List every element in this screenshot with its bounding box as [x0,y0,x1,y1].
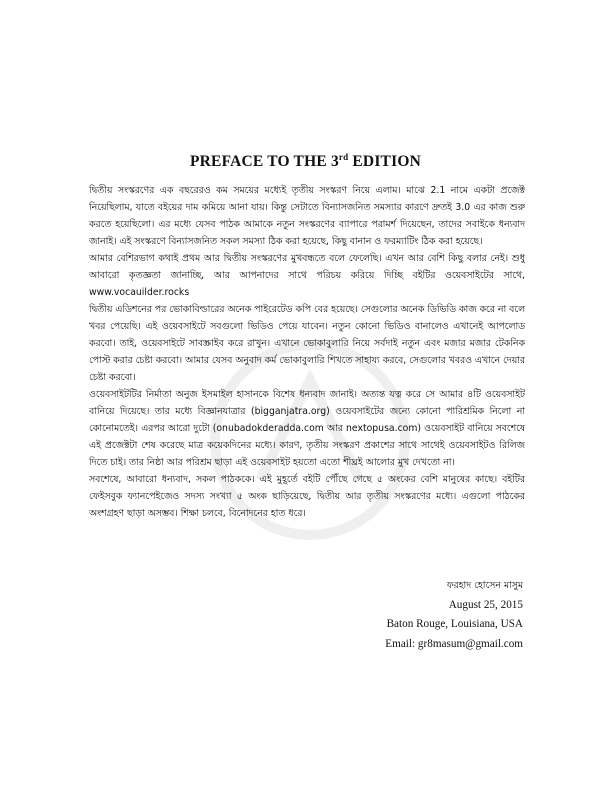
signature-email: Email: gr8masum@gmail.com [385,637,523,650]
title-suffix: EDITION [348,153,421,170]
paragraph-1: দ্বিতীয় সংস্করণের এক বছরেরও কম সময়ের মধ্যেই তৃতীয় সংস্করণ নিয়ে এলাম। মাঝে 2.1 নামে একটা প্রজেক্ট নিয়েছিলাম, যাতে বইয়ের দাম কমিয়ে আনা যায়। কিন্তু সেটাতে বিন্যাসজনিত সমস্যার কারণে দ্রুতই 3.0 এর কাজ শুরু করতে হয়েছিলো। এর মধ্যে যেসব পাঠক আমাকে নতুন সংস্করণের ব্যাপারে পরামর্শ দিয়েছেন, তাদের সবাইকে ধন্যবাদ জানাই। এই সংস্করণে বিন্যাসজনিত সকল সমস্যা ঠিক করা হয়েছে, কিছু বানান ও ফরম্যাটিং ঠিক করা হয়েছে। [89,185,525,247]
page-title [0,152,611,171]
signature-block [223,576,523,654]
paragraph-2: আমার বেশিরভাগ কথাই প্রথম আর দ্বিতীয় সংস্করণের মুখবন্ধতে বলে ফেলেছি। এখন আর বেশি কিছু বলার নেই। শুধু আবারো কৃতজ্ঞতা জানাচ্ছি, আর আপনাদের সাথে পরিচয় করিয়ে দিচ্ছি বইটির ওয়েবসাইটের সাথে, www.vocauilder.rocks [89,253,525,298]
paragraph-5: সবশেষে, আবারো ধন্যবাদ, সকল পাঠককে। এই মুহূর্তে বইটি পৌঁছে গেছে ৫ অংকের বেশি মানুষের কাছে। বইটির ফেইসবুক ফ্যানপেইজেও সদস্য সংখ্যা ৫ অংক ছাড়িয়েছে, দ্বিতীয় আর তৃতীয় সংস্করণের মধ্যে। এগুলো পাঠকের অংশগ্রহণ ছাড়া অসম্ভব। শিক্ষা চলবে, বিনোদনের হাত ধরে। [89,474,525,519]
title-prefix: PREFACE TO THE 3 [190,153,339,170]
signature-location: Baton Rouge, Louisiana, USA [386,618,523,630]
title-superscript: rd [338,152,349,162]
paragraph-3: দ্বিতীয় এডিশনের পর ভোকাবিল্ডারের অনেক পাইরেটেড কপি বের হয়েছে। সেগুলোর অনেক ডিভিডি কাজ করে না বলে খবর পেয়েছি। এই ওয়েবসাইটে সবগুলো ভিডিও পেয়ে যাবেন। নতুন কোনো ভিডিও বানালেও এখানেই আপলোড করবো। তাই, ওয়েবসাইটে সাবস্ক্রাইব করে রাখুন। এখানে ভোকাবুলারি নিয়ে সর্বদাই নতুন এবং মজার মজার টেকনিক পোস্ট করার চেষ্টা করবো। আমার যেসব অনুবাদ কর্ম ভোকাবুলারি শিখতে সাহায্য করবে, সেগুলোর খবরও এখানে দেয়ার চেষ্টা করবো। [89,304,525,383]
preface-body [89,182,525,522]
author-name: ফরহাদ হোসেন মাসুম [446,580,523,591]
signature-date: August 25, 2015 [448,598,523,611]
paragraph-4: ওয়েবসাইটটির নির্মাতা অনুজ ইসমাইল হাসানকে বিশেষ ধন্যবাদ জানাই। অত্যন্ত যত্ন করে সে আমার ৪টি ওয়েবসাইট বানিয়ে দিয়েছে। তার মধ্যে বিজ্ঞানযাত্রার (bigganjatra.org) ওয়েবসাইটের জন্যে কোনো পারিশ্রমিক নিলো না কোনোমতেই। এরপর আরো দুটো (onubadokderadda.com আর nextopusa.com) ওয়েবসাইট বানিয়ে সবশেষে এই প্রজেক্টটা শেষ করেছে মাত্র কয়েকদিনের মধ্যে। কারণ, তৃতীয় সংস্করণ প্রকাশের সাথে সাথেই ওয়েবসাইটও রিলিজ দিতে চাই। তার নিষ্ঠা আর পরিশ্রম ছাড়া এই ওয়েবসাইট হয়তো এতো শীঘ্রই আলোর মুখ দেখতো না। [89,389,525,468]
